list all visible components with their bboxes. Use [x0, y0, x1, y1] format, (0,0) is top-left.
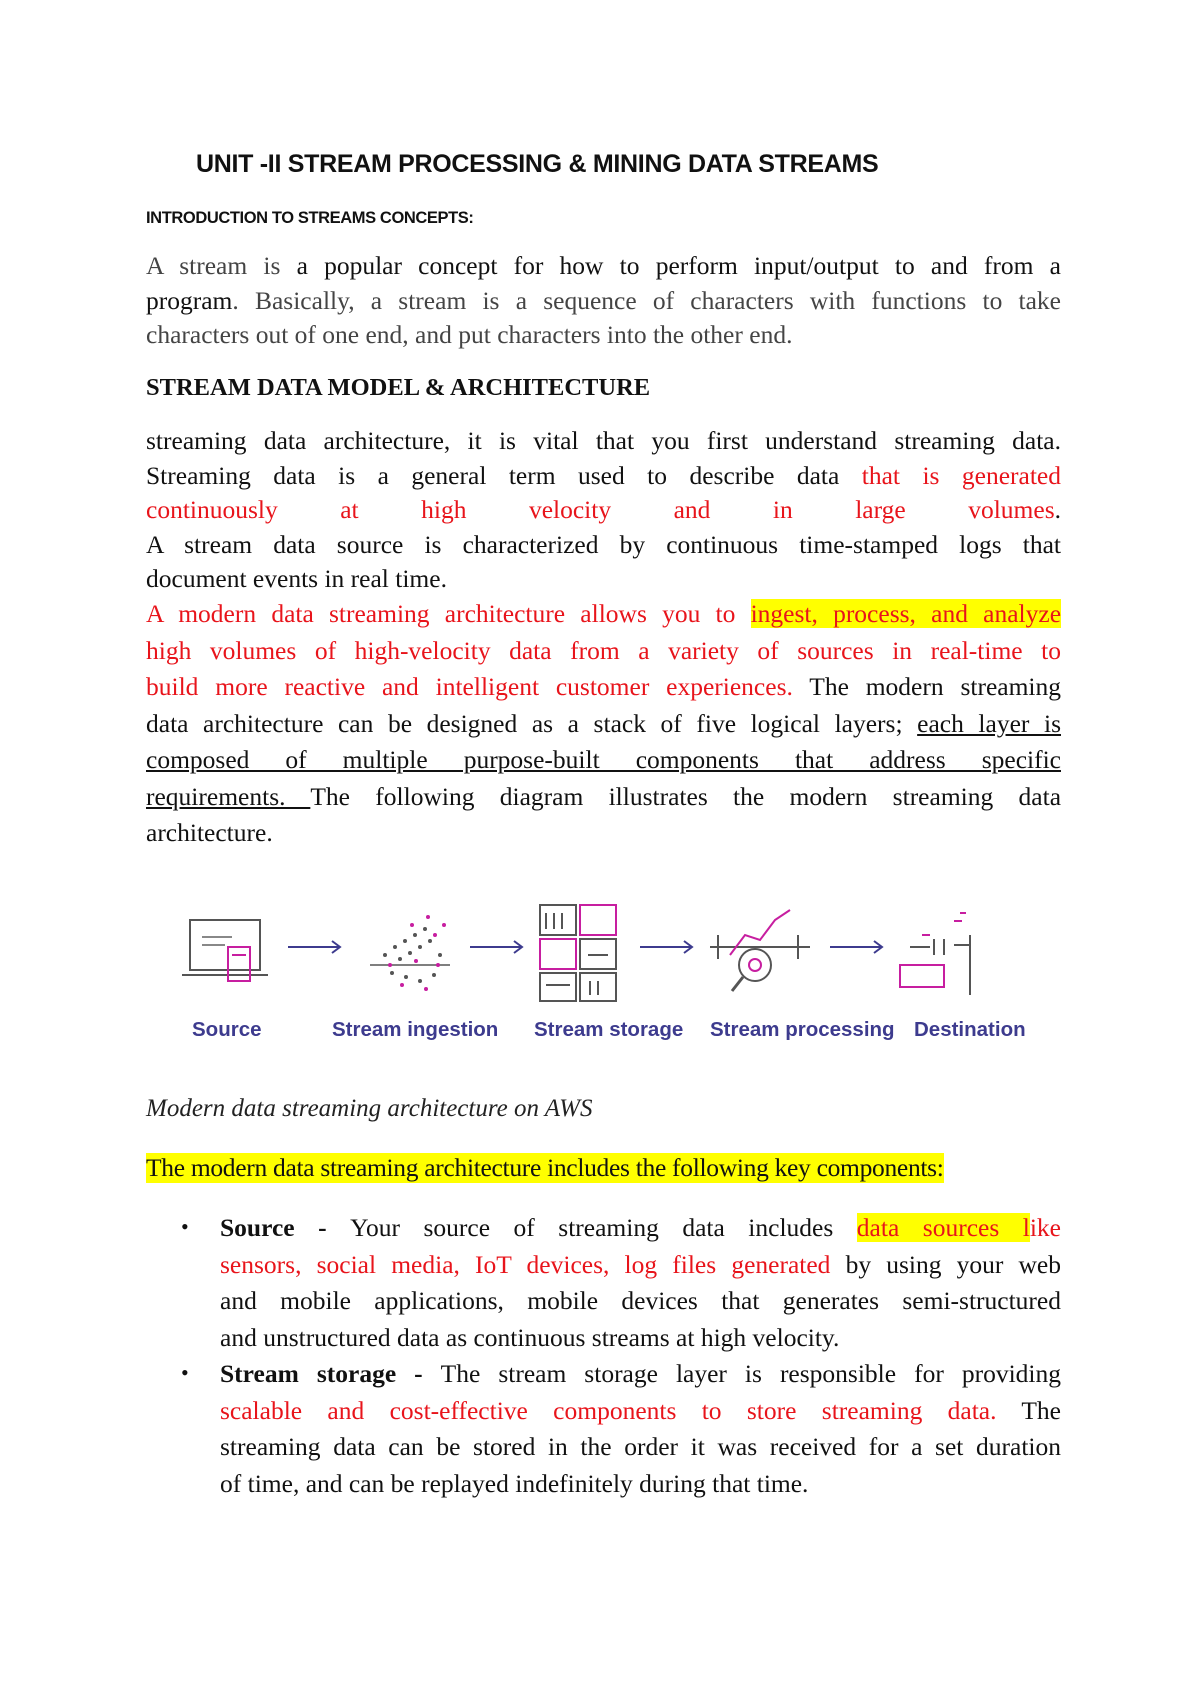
source-icon [182, 920, 268, 981]
highlighted-red-text: high volumes of high-velocity data from a variety of sources in real-time to [146, 635, 1061, 665]
list-text: The [996, 1395, 1062, 1425]
arrow-icon [830, 941, 882, 953]
arrow-icon [470, 941, 522, 953]
arrow-icon [640, 941, 692, 953]
diagram-label-destination: Destination [914, 1018, 1026, 1041]
intro-text: characters out of one end, and put characters into the other end. [146, 320, 793, 349]
architecture-paragraph [146, 596, 1061, 852]
highlighted-red-text: sensors, social media, IoT devices, log files generated [220, 1249, 831, 1279]
paragraph-line: streaming data architecture, it is vital that you first understand streaming data. [146, 426, 1061, 455]
list-text: by using your web [830, 1249, 1061, 1279]
intro-text: A stream is [146, 251, 297, 280]
list-text: and unstructured data as continuous streams at high velocity. [220, 1322, 840, 1352]
intro-text: . Basically, a stream is a sequence of characters with functions to take [232, 285, 1061, 315]
paragraph-text: . [1054, 495, 1061, 524]
underlined-text: composed of multiple purpose-built components that address specific [146, 745, 1061, 774]
key-components-heading: The modern data streaming architecture includes the following key components: [146, 1153, 944, 1182]
paragraph-text: data architecture can be designed as a stack of five logical layers; [146, 708, 918, 738]
arrow-icon [288, 941, 340, 953]
term-label: Source - [220, 1213, 351, 1242]
list-item-source [220, 1210, 1061, 1356]
stream-storage-icon [540, 905, 616, 1001]
intro-heading: INTRODUCTION TO STREAMS CONCEPTS: [146, 209, 474, 227]
intro-text: a popular concept for how to perform input/output to and from a [296, 251, 1061, 280]
yellow-highlight-text: ingest, process, and analyze [750, 599, 1062, 628]
yellow-highlight-text: data sources l [856, 1213, 1030, 1242]
list-text: of time, and can be replayed indefinitely during that time. [220, 1468, 809, 1498]
stream-processing-icon [710, 910, 810, 991]
list-text: Your source of streaming data includes [350, 1213, 857, 1242]
paragraph-text: The following diagram illustrates the modern streaming data [310, 781, 1062, 811]
intro-paragraph [146, 249, 1061, 353]
list-text: The stream storage layer is responsible for providing [440, 1359, 1061, 1388]
term-label: Stream storage - [220, 1359, 441, 1388]
paragraph-line: A stream data source is characterized by continuous time-stamped logs that [146, 529, 1061, 559]
page-title: UNIT -II STREAM PROCESSING & MINING DATA STREAMS [196, 150, 879, 178]
diagram-label-source: Source [192, 1018, 262, 1041]
diagram-label-stream-storage: Stream storage [534, 1018, 684, 1041]
paragraph-line: architecture. [146, 818, 273, 847]
highlighted-red-text: A modern data streaming architecture allows you to [146, 599, 751, 628]
highlighted-red-text: continuously at high velocity and in large volumes [146, 495, 1055, 524]
destination-icon [900, 913, 970, 995]
bullet-marker: • [181, 1360, 189, 1385]
highlighted-red-text: scalable and cost-effective components to store streaming data. [220, 1395, 997, 1425]
list-text: streaming data can be stored in the order it was received for a set duration [220, 1432, 1061, 1461]
highlighted-red-text: ike [1029, 1213, 1061, 1242]
stream-ingestion-icon [370, 915, 450, 991]
paragraph-text: Streaming data is a general term used to describe data [146, 460, 862, 490]
underlined-text: requirements. [146, 781, 311, 811]
paragraph-text: The modern streaming [792, 672, 1061, 701]
highlighted-red-text: that is generated [861, 460, 1061, 490]
list-text: and mobile applications, mobile devices that generates semi-structured [220, 1286, 1061, 1315]
highlighted-red-text: build more reactive and intelligent customer experiences. [146, 672, 793, 701]
diagram-label-stream-processing: Stream processing [710, 1018, 895, 1041]
intro-text: program [146, 285, 233, 315]
diagram-label-stream-ingestion: Stream ingestion [332, 1018, 499, 1041]
streaming-data-paragraph [146, 424, 1061, 597]
bullet-marker: • [181, 1214, 189, 1239]
underlined-text: each layer is [917, 708, 1061, 738]
section-heading: STREAM DATA MODEL & ARCHITECTURE [146, 374, 651, 401]
paragraph-line: document events in real time. [146, 564, 447, 593]
figure-caption: Modern data streaming architecture on AWS [146, 1095, 593, 1122]
list-item-stream-storage [220, 1356, 1061, 1502]
